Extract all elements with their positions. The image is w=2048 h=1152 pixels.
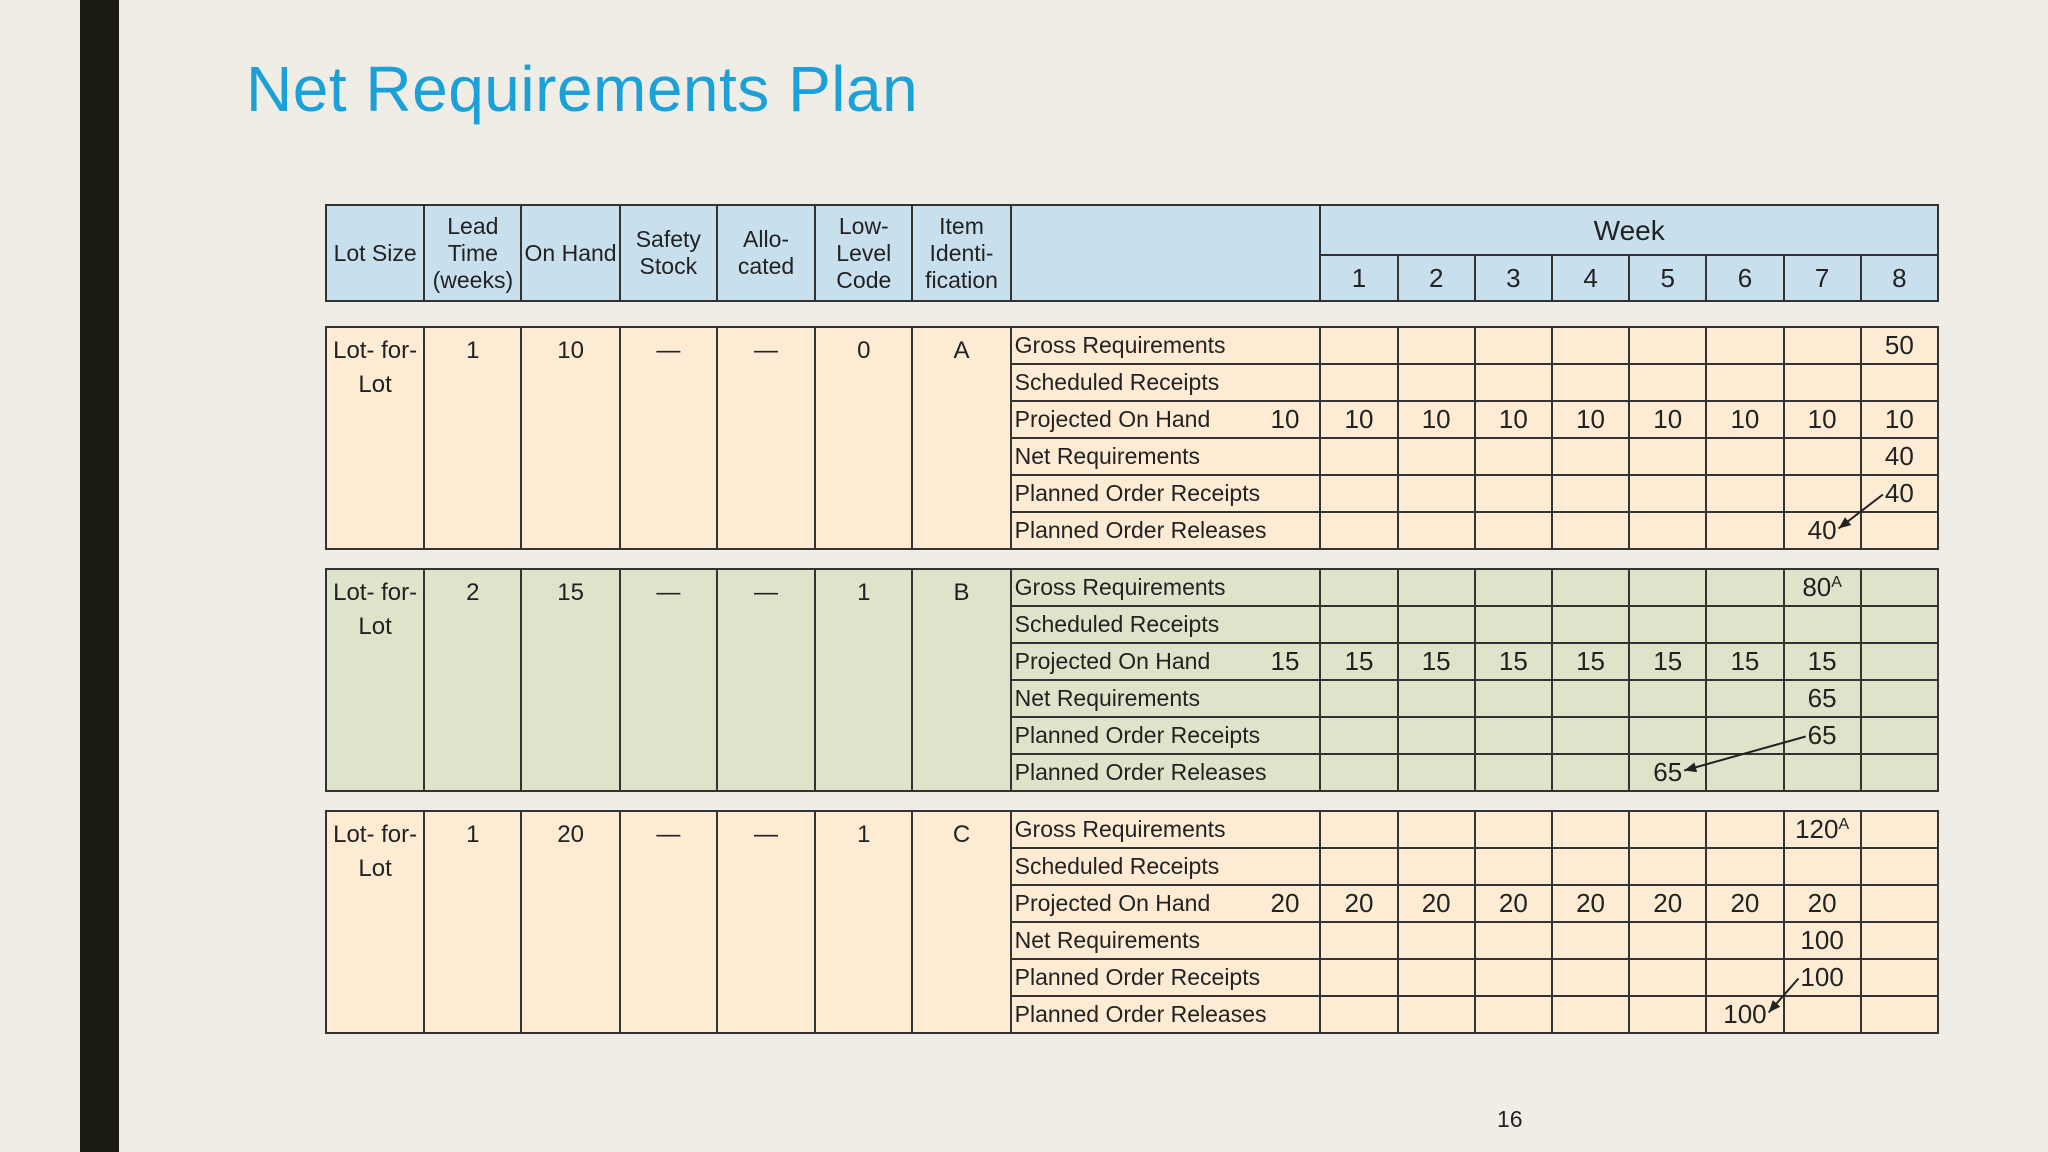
week-cell (1475, 606, 1552, 643)
table-header (325, 204, 1939, 302)
row-label: Planned Order Releases (1011, 512, 1321, 549)
row-label: Gross Requirements (1011, 811, 1321, 848)
week-cell (1861, 922, 1938, 959)
week-cell (1398, 922, 1475, 959)
week-cell (1398, 512, 1475, 549)
week-cell (1398, 959, 1475, 996)
week-cell (1861, 848, 1938, 885)
cell-value: 20 (1498, 888, 1528, 918)
week-cell (1706, 401, 1783, 438)
header-lead-time: Lead Time (weeks) (424, 205, 521, 301)
week-cell (1475, 885, 1552, 922)
week-cell (1861, 569, 1938, 606)
week-cell (1861, 959, 1938, 996)
week-cell (1320, 848, 1397, 885)
week-cell (1629, 922, 1706, 959)
cell-value: 100 (1800, 925, 1844, 955)
week-cell (1320, 680, 1397, 717)
week-cell (1629, 643, 1706, 680)
week-cell (1629, 401, 1706, 438)
cell-value: 100 (1800, 962, 1844, 992)
week-cell (1706, 643, 1783, 680)
allocated-cell: — (717, 811, 815, 1033)
week-cell (1861, 643, 1938, 680)
on-hand-cell: 10 (521, 327, 619, 549)
header-low-level-code: Low- Level Code (815, 205, 912, 301)
cell-value: 50 (1884, 330, 1914, 360)
week-cell (1320, 364, 1397, 401)
cell-value: 10 (1421, 404, 1451, 434)
header-week: Week (1320, 205, 1938, 255)
week-cell (1706, 996, 1783, 1033)
week-cell (1398, 475, 1475, 512)
lead-time-cell: 1 (424, 811, 521, 1033)
allocated-cell: — (717, 569, 815, 791)
week-cell (1398, 569, 1475, 606)
week-cell (1398, 606, 1475, 643)
gross-requirements-row (326, 811, 1938, 848)
safety-stock-cell: — (620, 569, 717, 791)
week-cell (1320, 717, 1397, 754)
week-cell (1552, 438, 1629, 475)
parent-superscript: A (1831, 574, 1842, 591)
week-cell (1706, 364, 1783, 401)
header-item-identification: Item Identi- fication (912, 205, 1010, 301)
week-cell (1552, 475, 1629, 512)
lot-size-cell: Lot- for- Lot (326, 327, 424, 549)
week-cell (1706, 848, 1783, 885)
week-cell (1320, 959, 1397, 996)
week-cell (1861, 606, 1938, 643)
week-cell (1784, 643, 1861, 680)
low-level-code-cell: 1 (815, 811, 912, 1033)
parent-superscript: A (1838, 816, 1850, 833)
item-id-cell: B (912, 569, 1010, 791)
week-cell (1784, 475, 1861, 512)
row-label: Projected On Hand (1011, 401, 1246, 438)
header-week-number: 4 (1552, 255, 1629, 301)
cell-value: 65 (1807, 720, 1837, 750)
week-cell (1552, 996, 1629, 1033)
week-cell (1784, 922, 1861, 959)
cell-value: 15 (1344, 646, 1374, 676)
starting-on-hand-value: 15 (1245, 643, 1320, 680)
week-cell (1706, 680, 1783, 717)
week-cell (1320, 754, 1397, 791)
week-cell (1552, 401, 1629, 438)
week-cell (1552, 643, 1629, 680)
cell-value: 10 (1344, 404, 1374, 434)
header-week-number: 1 (1320, 255, 1397, 301)
week-cell (1320, 885, 1397, 922)
gross-requirements-row (326, 327, 1938, 364)
header-allocated: Allo- cated (717, 205, 815, 301)
week-cell (1629, 475, 1706, 512)
week-cell (1784, 811, 1861, 848)
week-cell (1552, 327, 1629, 364)
week-cell (1706, 959, 1783, 996)
week-cell (1629, 754, 1706, 791)
cell-value: 20 (1576, 888, 1606, 918)
week-cell (1706, 327, 1783, 364)
week-cell (1861, 754, 1938, 791)
item-block-a (325, 326, 1939, 550)
header-week-number: 8 (1861, 255, 1938, 301)
week-cell (1475, 643, 1552, 680)
week-cell (1475, 922, 1552, 959)
header-week-number: 2 (1398, 255, 1475, 301)
week-cell (1552, 754, 1629, 791)
week-cell (1552, 848, 1629, 885)
row-label: Net Requirements (1011, 680, 1321, 717)
row-label: Net Requirements (1011, 438, 1321, 475)
week-cell (1552, 364, 1629, 401)
row-label: Planned Order Releases (1011, 996, 1321, 1033)
row-label: Scheduled Receipts (1011, 606, 1321, 643)
week-cell (1320, 438, 1397, 475)
week-cell (1398, 643, 1475, 680)
week-cell (1398, 327, 1475, 364)
low-level-code-cell: 1 (815, 569, 912, 791)
week-cell (1475, 959, 1552, 996)
week-cell (1706, 717, 1783, 754)
week-cell (1629, 811, 1706, 848)
lead-time-cell: 2 (424, 569, 521, 791)
cell-value: 65 (1653, 757, 1683, 787)
row-label: Planned Order Releases (1011, 754, 1321, 791)
week-cell (1706, 512, 1783, 549)
week-cell (1398, 680, 1475, 717)
week-cell (1320, 569, 1397, 606)
cell-value: 20 (1653, 888, 1683, 918)
header-week-number: 7 (1784, 255, 1861, 301)
week-cell (1861, 401, 1938, 438)
week-cell (1784, 327, 1861, 364)
week-cell (1320, 996, 1397, 1033)
lot-size-cell: Lot- for- Lot (326, 569, 424, 791)
week-cell (1475, 717, 1552, 754)
week-cell (1398, 754, 1475, 791)
week-cell (1861, 811, 1938, 848)
header-safety-stock: Safety Stock (620, 205, 717, 301)
week-cell (1861, 438, 1938, 475)
row-label: Planned Order Receipts (1011, 475, 1321, 512)
row-label: Projected On Hand (1011, 643, 1246, 680)
week-cell (1629, 327, 1706, 364)
item-block-b (325, 568, 1939, 792)
week-cell (1398, 885, 1475, 922)
week-cell (1398, 401, 1475, 438)
cell-value: 10 (1807, 404, 1837, 434)
cell-value: 10 (1884, 404, 1914, 434)
week-cell (1706, 569, 1783, 606)
cell-value: 20 (1730, 888, 1760, 918)
cell-value: 120 (1795, 814, 1839, 844)
week-cell (1706, 438, 1783, 475)
cell-value: 20 (1421, 888, 1451, 918)
week-cell (1861, 512, 1938, 549)
side-bar (80, 0, 119, 1152)
week-cell (1784, 512, 1861, 549)
week-cell (1552, 811, 1629, 848)
week-cell (1320, 401, 1397, 438)
week-cell (1629, 569, 1706, 606)
cell-value: 15 (1576, 646, 1606, 676)
cell-value: 10 (1498, 404, 1528, 434)
week-cell (1475, 512, 1552, 549)
week-cell (1320, 643, 1397, 680)
week-cell (1475, 327, 1552, 364)
week-cell (1784, 848, 1861, 885)
page-number: 16 (1497, 1106, 1523, 1132)
cell-value: 10 (1730, 404, 1760, 434)
week-cell (1320, 327, 1397, 364)
week-cell (1784, 959, 1861, 996)
starting-on-hand-value: 20 (1245, 885, 1320, 922)
cell-value: 15 (1498, 646, 1528, 676)
lead-time-cell: 1 (424, 327, 521, 549)
cell-value: 40 (1884, 441, 1914, 471)
week-cell (1784, 885, 1861, 922)
week-cell (1320, 606, 1397, 643)
week-cell (1475, 475, 1552, 512)
week-cell (1861, 717, 1938, 754)
week-cell (1552, 512, 1629, 549)
week-cell (1784, 717, 1861, 754)
week-cell (1629, 848, 1706, 885)
item-id-cell: A (912, 327, 1010, 549)
item-id-cell: C (912, 811, 1010, 1033)
week-cell (1706, 606, 1783, 643)
week-cell (1861, 885, 1938, 922)
week-cell (1629, 959, 1706, 996)
week-cell (1475, 401, 1552, 438)
week-cell (1475, 848, 1552, 885)
week-cell (1398, 848, 1475, 885)
week-cell (1398, 996, 1475, 1033)
starting-on-hand-value: 10 (1245, 401, 1320, 438)
week-cell (1784, 364, 1861, 401)
header-week-number: 6 (1706, 255, 1783, 301)
week-cell (1398, 717, 1475, 754)
week-cell (1475, 996, 1552, 1033)
week-cell (1320, 512, 1397, 549)
gross-requirements-row (326, 569, 1938, 606)
week-cell (1706, 922, 1783, 959)
week-cell (1706, 885, 1783, 922)
item-block-c (325, 810, 1939, 1034)
header-week-number: 5 (1629, 255, 1706, 301)
week-cell (1706, 475, 1783, 512)
week-cell (1861, 364, 1938, 401)
week-cell (1475, 438, 1552, 475)
row-label: Net Requirements (1011, 922, 1321, 959)
row-label: Scheduled Receipts (1011, 848, 1321, 885)
low-level-code-cell: 0 (815, 327, 912, 549)
cell-value: 10 (1576, 404, 1606, 434)
week-cell (1629, 996, 1706, 1033)
row-label: Projected On Hand (1011, 885, 1246, 922)
week-cell (1398, 811, 1475, 848)
cell-value: 10 (1653, 404, 1683, 434)
cell-value: 15 (1730, 646, 1760, 676)
header-on-hand: On Hand (521, 205, 619, 301)
week-cell (1552, 680, 1629, 717)
row-label: Gross Requirements (1011, 327, 1321, 364)
week-cell (1320, 811, 1397, 848)
week-cell (1475, 569, 1552, 606)
week-cell (1552, 959, 1629, 996)
week-cell (1320, 922, 1397, 959)
safety-stock-cell: — (620, 327, 717, 549)
week-cell (1629, 606, 1706, 643)
week-cell (1784, 754, 1861, 791)
row-label: Planned Order Receipts (1011, 717, 1321, 754)
slide-title: Net Requirements Plan (246, 53, 919, 125)
week-cell (1861, 327, 1938, 364)
week-cell (1629, 512, 1706, 549)
cell-value: 15 (1807, 646, 1837, 676)
cell-value: 15 (1653, 646, 1683, 676)
cell-value: 20 (1807, 888, 1837, 918)
week-cell (1784, 438, 1861, 475)
week-cell (1552, 922, 1629, 959)
week-cell (1475, 754, 1552, 791)
row-label: Scheduled Receipts (1011, 364, 1321, 401)
week-cell (1784, 996, 1861, 1033)
row-label: Gross Requirements (1011, 569, 1321, 606)
week-cell (1552, 885, 1629, 922)
cell-value: 40 (1807, 515, 1837, 545)
week-cell (1475, 680, 1552, 717)
week-cell (1706, 811, 1783, 848)
week-cell (1629, 364, 1706, 401)
week-cell (1398, 438, 1475, 475)
week-cell (1552, 606, 1629, 643)
cell-value: 80 (1802, 572, 1832, 602)
week-cell (1861, 475, 1938, 512)
cell-value: 100 (1723, 999, 1767, 1029)
week-cell (1475, 811, 1552, 848)
cell-value: 65 (1807, 683, 1837, 713)
header-blank (1011, 205, 1321, 301)
week-cell (1784, 606, 1861, 643)
week-cell (1706, 754, 1783, 791)
week-cell (1784, 401, 1861, 438)
week-cell (1784, 569, 1861, 606)
week-cell (1861, 996, 1938, 1033)
week-cell (1784, 680, 1861, 717)
week-cell (1629, 885, 1706, 922)
week-cell (1629, 717, 1706, 754)
on-hand-cell: 20 (521, 811, 619, 1033)
cell-value: 15 (1421, 646, 1451, 676)
on-hand-cell: 15 (521, 569, 619, 791)
lot-size-cell: Lot- for- Lot (326, 811, 424, 1033)
header-week-number: 3 (1475, 255, 1552, 301)
week-cell (1629, 438, 1706, 475)
header-lot-size: Lot Size (326, 205, 424, 301)
cell-value: 20 (1344, 888, 1374, 918)
allocated-cell: — (717, 327, 815, 549)
row-label: Planned Order Receipts (1011, 959, 1321, 996)
week-cell (1320, 475, 1397, 512)
week-cell (1552, 717, 1629, 754)
cell-value: 40 (1884, 478, 1914, 508)
week-cell (1398, 364, 1475, 401)
week-cell (1552, 569, 1629, 606)
week-cell (1629, 680, 1706, 717)
week-cell (1861, 680, 1938, 717)
week-cell (1475, 364, 1552, 401)
safety-stock-cell: — (620, 811, 717, 1033)
